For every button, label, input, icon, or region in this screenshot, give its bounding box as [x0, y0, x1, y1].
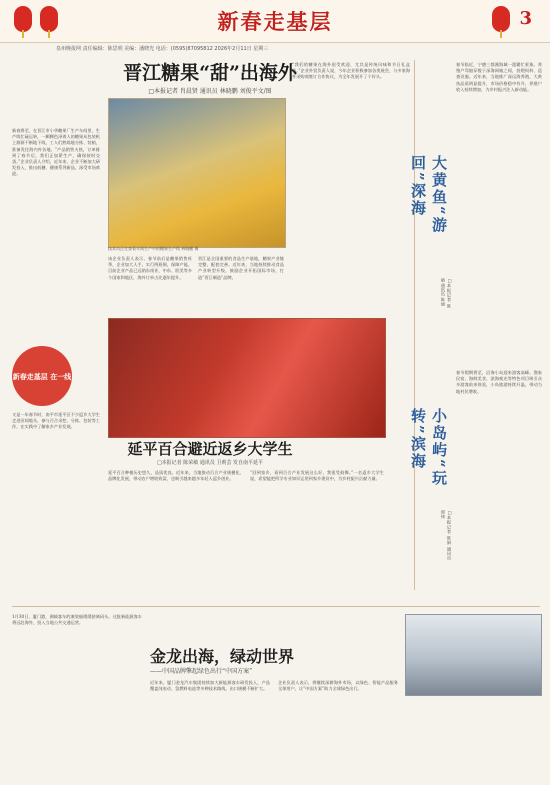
article1-photo — [108, 98, 286, 248]
article2-body-col1: 又是一年春节时，南平市延平区不少返乡大学生走进田间地头，参与百合采挖、分拣、包装等工作，在实践中了解家乡产业发展。 — [12, 412, 100, 430]
article3-body-col3: 企业负责人表示，将继续深耕海外市场，以绿色、智能产品服务全球用户，让“中国方案”助力全球绿色出行。 — [278, 680, 398, 692]
article1-byline: □本报记者 肖晨贤 通讯员 林晓鹏 刘俊平文/图 — [148, 88, 272, 95]
article2-photo — [108, 318, 386, 438]
side2-body: 春节假期将至，沿海小岛迎来游客高峰。渔家民宿、海鲜美食、滨海观光等特色项目吸引众多游客前来体验，小岛旅游持续升温，带动当地村民增收。 — [456, 370, 542, 394]
article3-body-col2: 近年来，厦门金龙汽车集团持续加大新能源客车研发投入，产品覆盖纯电动、氢燃料电池等多种技术路线，出口规模不断扩大。 — [150, 680, 270, 692]
side1-body: 春节临近，宁德三都澳海域一派繁忙景象。养殖户驾船穿梭于深海网箱之间，投喂饲料、巡查设施。近年来，当地推广深远海养殖，大黄鱼品质明显提升，市场价格稳中有升，养殖户收入持续增加，为乡村振兴注入新动能。 — [456, 62, 542, 92]
article3-photo — [405, 614, 542, 696]
article2-body-col3: “回到家乡，看到百合产业发展这么好，我很受鼓舞。”一名返乡大学生说，希望能把所学专业知识运用到家乡建设中，为乡村振兴贡献力量。 — [250, 470, 384, 482]
edition-info-line: 泉州晚报网 责任编辑：陈思明 美编：潘晓光 电话：(0595)87095812 2026年2月11日 星期三 — [56, 46, 269, 52]
side2-byline: □本报记者 陈娟 通讯员 郭炜 — [440, 510, 452, 560]
article1-headline: 晋江糖果“甜”出海外 — [123, 62, 297, 84]
article1-body-col2: 该企业负责人表示，春节前后是糖果销售旺季，企业加大人手，实行两班倒，保障产能。目前企业产品已远销东南亚、中东、欧美等多个国家和地区，海外订单占比逐年提升。 — [108, 256, 192, 280]
article3-headline: 金龙出海，绿动世界 — [150, 647, 295, 666]
page-number: 3 — [519, 8, 532, 29]
article2-byline: □本报记者 陈荣敏 通讯员 卫莉芸 发自南平延平 — [156, 460, 264, 466]
feature-badge: 新春走基层 在一线 — [12, 346, 72, 406]
section-title: 新春走基层 — [217, 9, 333, 34]
column-divider — [414, 60, 415, 590]
side1-byline: □本报记者 陈婧 通讯员 陈丽 — [440, 278, 452, 308]
article1-body-col3: 晋江是全国重要的食品生产基地，糖果产业链完整，配套完善。近年来，当地持续推动食品产业转型升级，鼓励企业开拓国际市场，打造“晋江制造”品牌。 — [198, 256, 284, 280]
article3-subtitle: ——中国品牌擎起绿色出行“中国方案” — [150, 668, 253, 675]
section-divider — [12, 606, 540, 607]
side2-headline: 小岛屿“玩转”滨海 — [409, 408, 448, 487]
article1-body-col4: “我们的糖果在海外很受欢迎，尤其是传统风味和节日礼盒装。”企业外贸负责人说，今年企业积极参加各类展会，与多家海外采购商签订合作协议，为全年发展开了个好头。 — [292, 62, 410, 80]
article1-body-col1: 新春将至，在晋江市小华糖果厂生产车间里，生产线忙碌运转，一颗颗色泽诱人的糖果从包装机上源源不断地下线，工人们熟练地分拣、装箱，准备发往海内外各地。“产品销售火热，订单排到了春节后，我们正加紧生产，确保按时交货。”企业负责人介绍，近年来，企业不断加大研发投入，推出低糖、健康系列新品，深受市场欢迎。 — [12, 128, 100, 177]
article3-body-col1: 1月30日，厦门港，满载客车的滚装船缓缓驶离码头。这批新能源客车将远赴海外，投入当地公共交通运营。 — [12, 614, 142, 626]
article1-photo-caption: 技术员正在查看车间生产中的糖果生产线 林晓鹏 摄 — [108, 246, 199, 251]
side1-headline: 大黄鱼“游回”深海 — [409, 155, 448, 234]
article2-headline: 延平百合避近返乡大学生 — [127, 440, 293, 458]
article2-body-col2: 延平百合种植历史悠久，品质优良。近年来，当地推动百合产业规模化、品牌化发展，带动农户增收致富，也吸引越来越多年轻人返乡创业。 — [108, 470, 244, 482]
